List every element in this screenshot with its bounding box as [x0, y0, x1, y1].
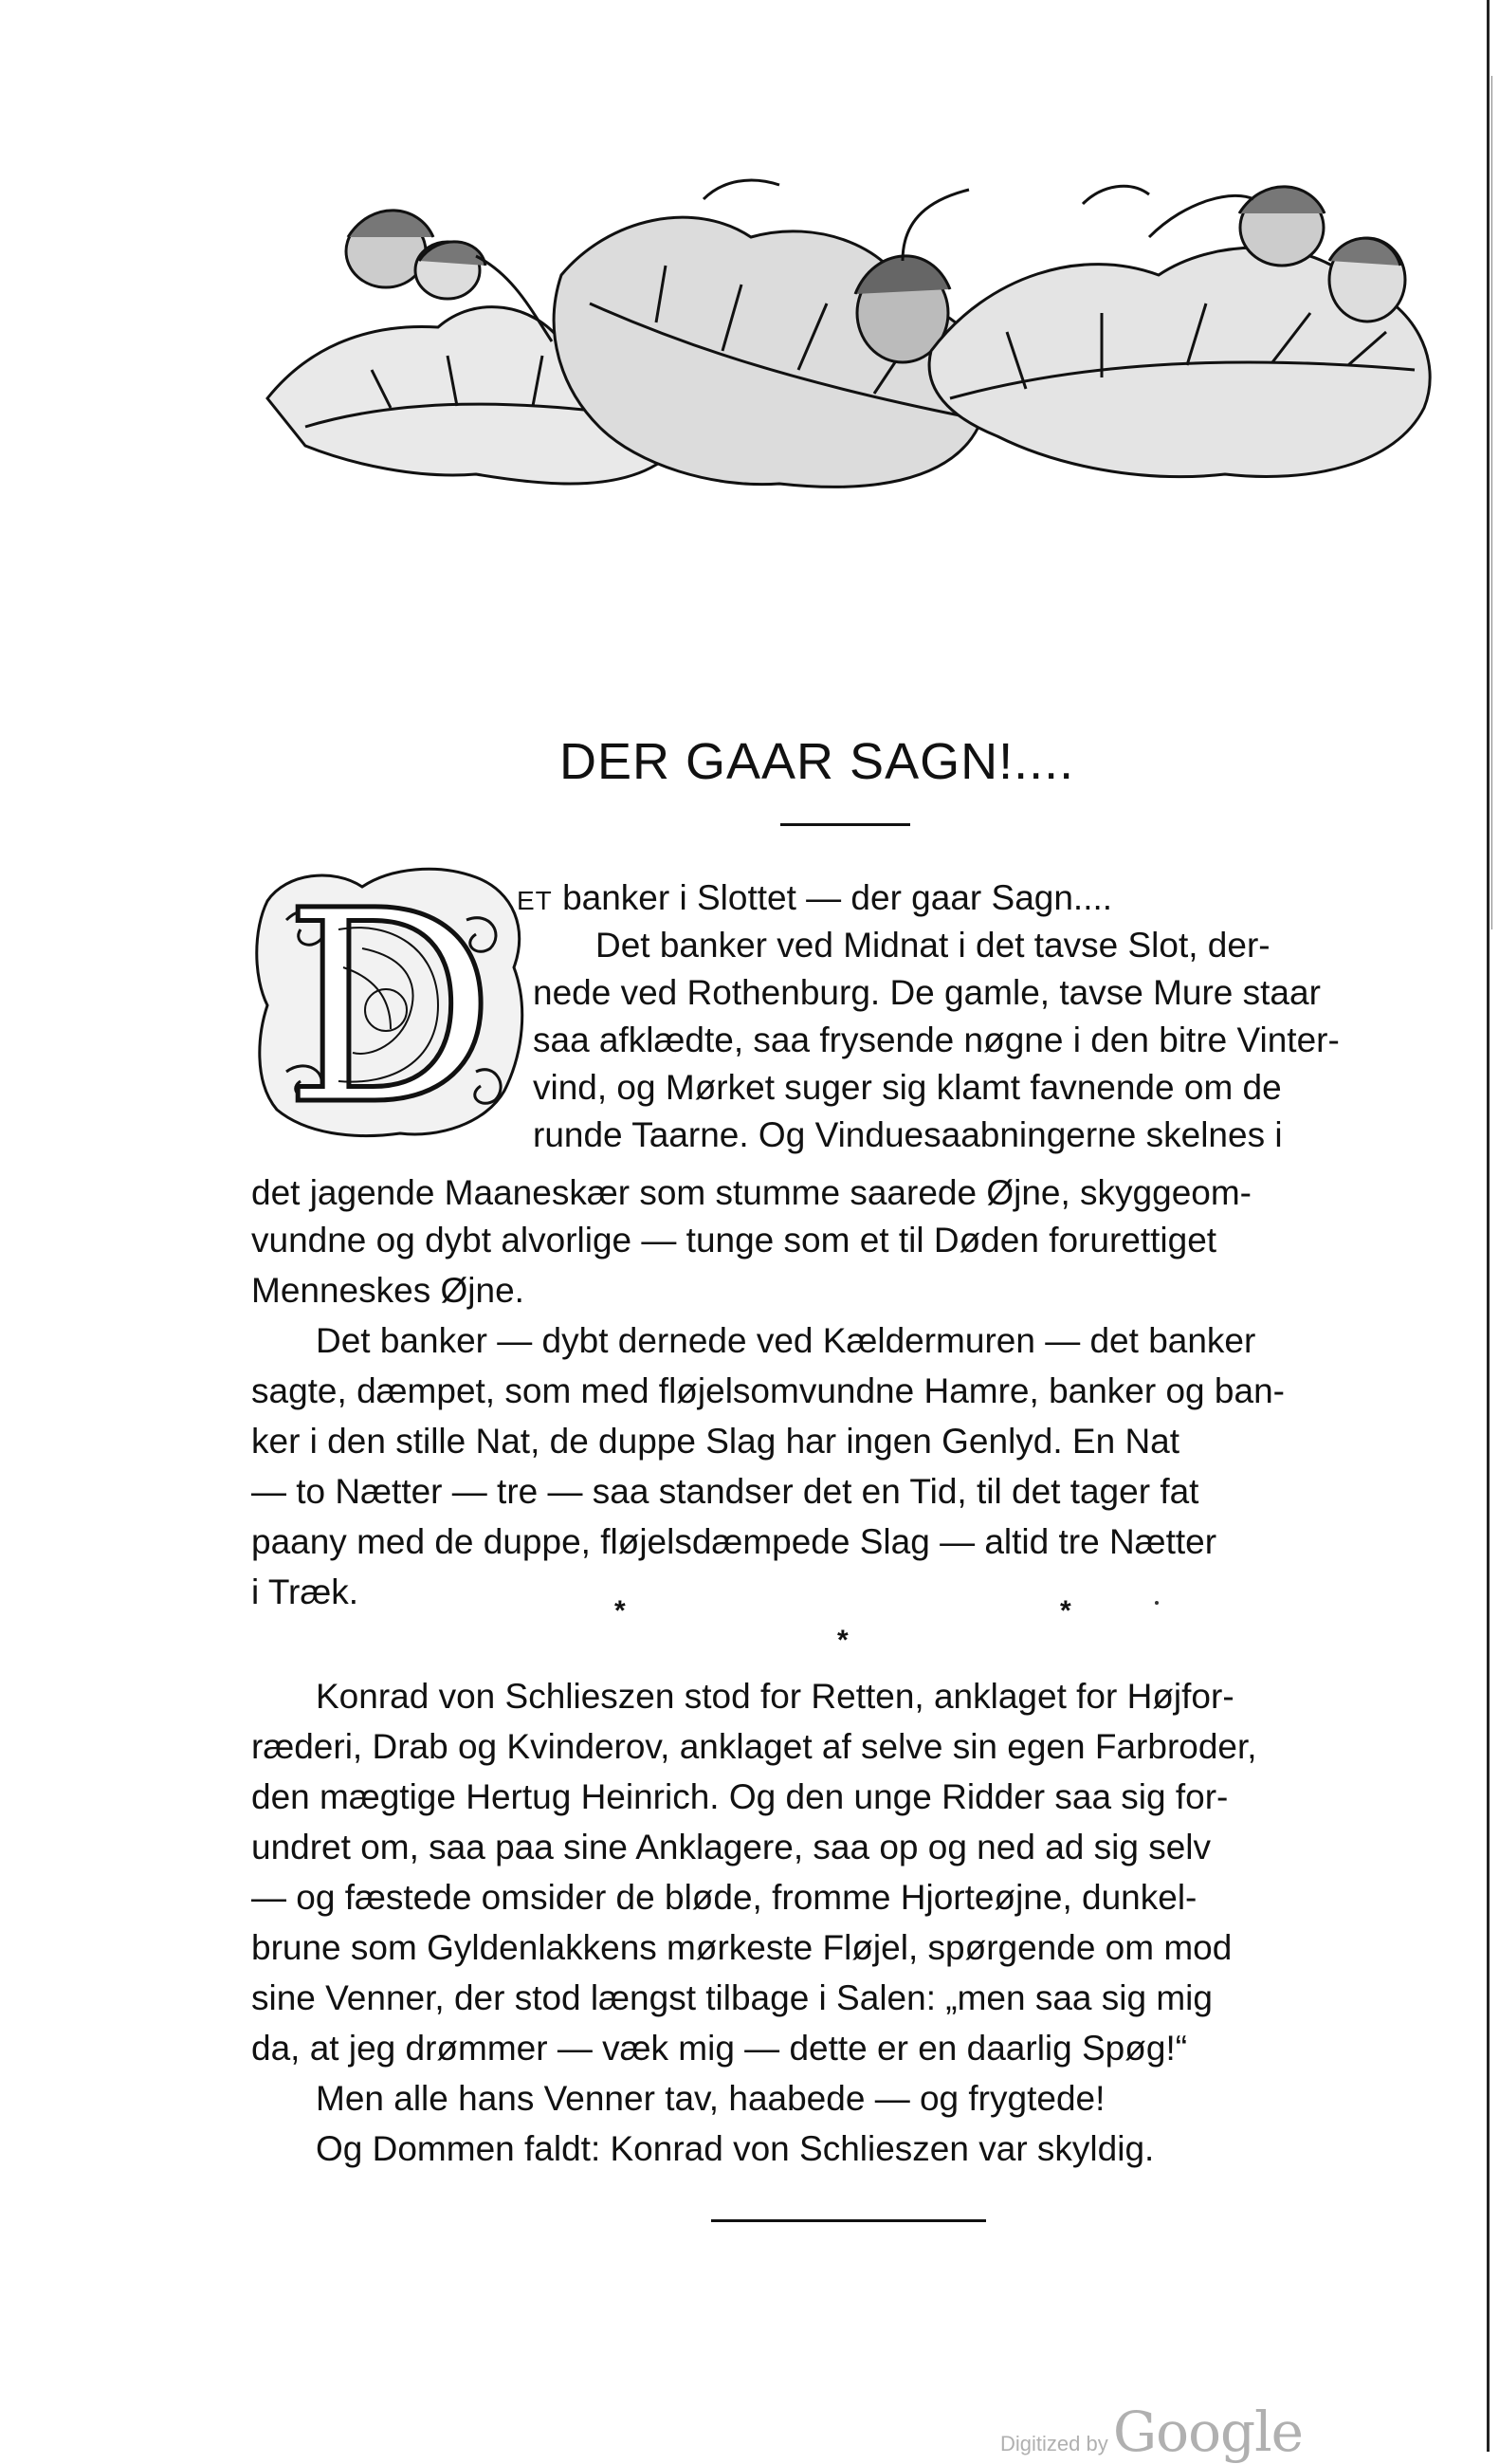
ornamental-dropcap: [248, 863, 531, 1140]
title-rule: [780, 823, 910, 826]
text-line: den mægtige Hertug Heinrich. Og den unge Ridder saa sig for-: [251, 1777, 1229, 1816]
oak-leaf-header-ornament: [248, 161, 1481, 503]
watermark-brand: Google: [1112, 2400, 1303, 2464]
smallcaps-opening: ET: [517, 886, 553, 915]
text-line: ræderi, Drab og Kvinderov, anklaget af selve sin egen Farbroder,: [251, 1727, 1257, 1766]
chapter-title: DER GAAR SAGN!....: [559, 733, 1075, 790]
text-line: — to Nætter — tre — saa standser det en Tid, til det tager fat: [251, 1472, 1199, 1511]
text-line: paany med de duppe, fløjelsdæmpede Slag — altid tre Nætter: [251, 1522, 1217, 1561]
speck: [1155, 1601, 1159, 1605]
text-line: i Træk.: [251, 1572, 359, 1611]
text-line: vundne og dybt alvorlige — tunge som et til Døden forurettiget: [251, 1221, 1217, 1260]
text-line: brune som Gyldenlakkens mørkeste Fløjel, spørgende om mod: [251, 1928, 1233, 1967]
text-line: Og Dommen faldt: Konrad von Schlieszen var skyldig.: [316, 2129, 1155, 2168]
text-line: vind, og Mørket suger sig klamt favnende om de: [533, 1068, 1282, 1107]
text-line: sagte, dæmpet, som med fløjelsomvundne Hamre, banker og ban-: [251, 1371, 1285, 1410]
text-line: — og fæstede omsider de bløde, fromme Hjorteøjne, dunkel-: [251, 1878, 1197, 1917]
section-break-star: *: [1060, 1595, 1071, 1627]
text-line: Menneskes Øjne.: [251, 1271, 524, 1310]
text-line: saa afklædte, saa frysende nøgne i den bitre Vinter-: [533, 1021, 1340, 1059]
digitized-by-google-watermark: [1000, 2400, 1303, 2464]
text-line: Det banker ved Midnat i det tavse Slot, der-: [595, 926, 1270, 965]
text-line: nede ved Rothenburg. De gamle, tavse Mure staar: [533, 973, 1321, 1012]
text-line: ker i den stille Nat, de duppe Slag har ingen Genlyd. En Nat: [251, 1422, 1180, 1461]
text-line: Konrad von Schlieszen stod for Retten, anklaget for Højfor-: [316, 1677, 1234, 1716]
text-line: undret om, saa paa sine Anklagere, saa op og ned ad sig selv: [251, 1828, 1212, 1866]
page-edge-rule: [1487, 0, 1490, 2452]
text-line: [517, 875, 1112, 924]
section-break-star: *: [837, 1625, 849, 1656]
text-line: Det banker — dybt dernede ved Kældermuren — det banker: [316, 1321, 1256, 1360]
end-rule: [711, 2219, 986, 2222]
dropcap-letter: D: [283, 863, 497, 1140]
text-line: da, at jeg drømmer — væk mig — dette er en daarlig Spøg!“: [251, 2029, 1188, 2068]
text-span: banker i Slottet — der gaar Sagn....: [562, 878, 1113, 917]
section-break-star: *: [614, 1595, 626, 1627]
page-edge-rule-thin: [1491, 76, 1492, 929]
watermark-small-text: Digitized by: [1000, 2432, 1108, 2455]
text-line: sine Venner, der stod længst tilbage i Salen: „men saa sig mig: [251, 1978, 1213, 2017]
text-line: det jagende Maaneskær som stumme saarede Øjne, skyggeom-: [251, 1173, 1252, 1212]
text-line: runde Taarne. Og Vinduesaabningerne skelnes i: [533, 1115, 1283, 1154]
text-line: Men alle hans Venner tav, haabede — og frygtede!: [316, 2079, 1106, 2118]
